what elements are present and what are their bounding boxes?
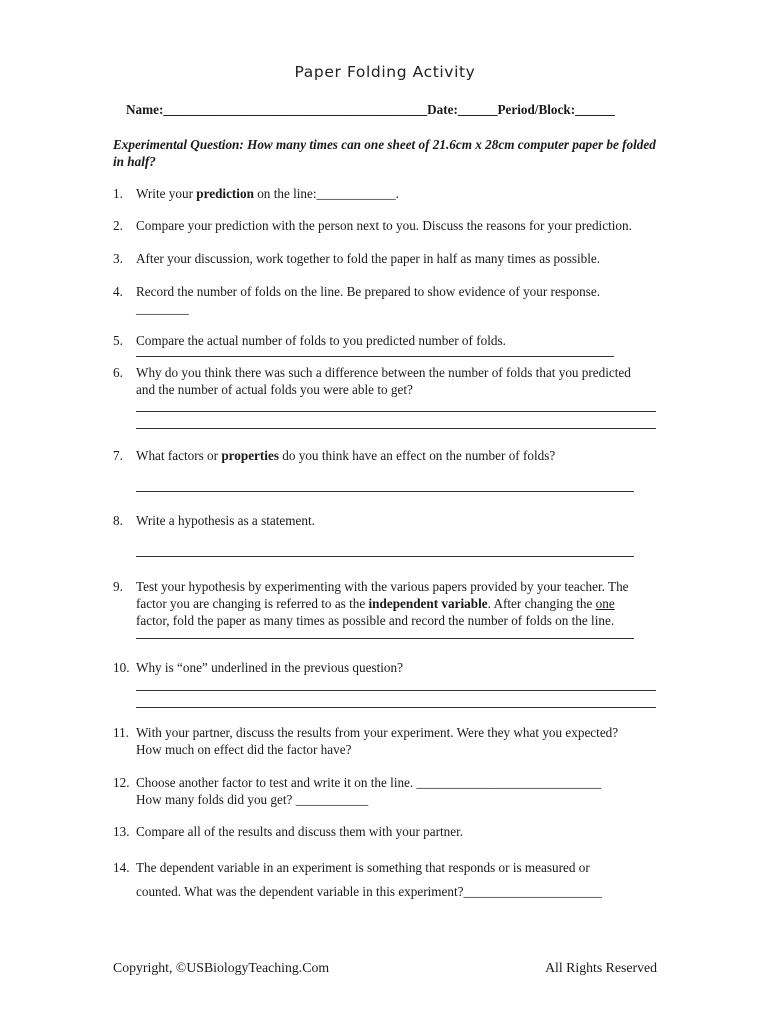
answer-blank[interactable]: ________ (136, 300, 189, 316)
answer-line[interactable] (136, 428, 656, 429)
item-underlined-text: one (595, 595, 615, 611)
item-text: Compare all of the results and discuss them with your partner. (136, 824, 464, 839)
list-item-9 (113, 579, 673, 629)
list-item-1 (113, 186, 673, 203)
item-number: 4. (113, 284, 123, 299)
student-info-line (126, 102, 615, 118)
answer-line[interactable] (136, 690, 656, 691)
item-number: 14. (113, 860, 130, 875)
date-label: Date: (427, 102, 458, 117)
answer-line[interactable] (136, 491, 634, 492)
item-text: factor, fold the paper as many times as possible and record the number of folds on the line. (136, 612, 615, 628)
item-number: 6. (113, 365, 123, 380)
item-number: 2. (113, 218, 123, 233)
item-text: and the number of actual folds you were able to get? (136, 381, 413, 397)
item-number: 12. (113, 775, 130, 790)
answer-line[interactable] (136, 638, 634, 639)
name-label: Name: (126, 102, 164, 117)
item-text: do you think have an effect on the number of folds? (278, 448, 556, 463)
date-blank: ______ (457, 102, 498, 117)
answer-line[interactable] (136, 707, 656, 708)
item-text: Compare the actual number of folds to you predicted number of folds. (136, 333, 506, 348)
period-label: Period/Block: (497, 102, 576, 117)
period-blank: ______ (575, 102, 615, 117)
item-text: Test your hypothesis by experimenting with the various papers provided by your teacher. The (136, 579, 629, 594)
item-number: 10. (113, 660, 130, 675)
page-title: Paper Folding Activity (294, 63, 476, 81)
list-item-2 (113, 218, 673, 235)
footer-copyright: Copyright, ©USBiologyTeaching.Com (113, 960, 330, 975)
item-text: Record the number of folds on the line. Be prepared to show evidence of your response. (136, 284, 600, 299)
item-number: 11. (113, 725, 129, 740)
item-number: 1. (113, 186, 123, 201)
answer-line[interactable] (136, 411, 656, 412)
list-item-8 (113, 513, 673, 530)
item-text: Choose another factor to test and write it on the line. ____________________________ (136, 775, 602, 790)
item-bold-text: independent variable (368, 595, 488, 611)
list-item-5 (113, 333, 673, 350)
item-text: Write your (136, 186, 197, 201)
item-text: . After changing the (487, 595, 596, 611)
item-text: How much on effect did the factor have? (136, 741, 352, 757)
list-item-11 (113, 725, 673, 759)
item-bold-text: properties (221, 448, 279, 463)
item-text: How many folds did you get? ___________ (136, 791, 369, 807)
name-blank: ________________________________________ (163, 102, 428, 117)
list-item-13 (113, 824, 673, 841)
item-text: Why is “one” underlined in the previous question? (136, 660, 403, 675)
list-item-6 (113, 365, 673, 399)
list-item-7 (113, 448, 673, 465)
item-text: After your discussion, work together to fold the paper in half as many times as possible. (136, 251, 601, 266)
item-text: What factors or (136, 448, 222, 463)
item-number: 5. (113, 333, 123, 348)
item-text: Why do you think there was such a difference between the number of folds that you predicted (136, 365, 631, 380)
list-item-3 (113, 251, 673, 268)
item-text: on the line:____________. (253, 186, 399, 201)
item-text: factor you are changing is referred to as the (136, 595, 369, 611)
list-item-4 (113, 284, 673, 318)
item-number: 8. (113, 513, 123, 528)
item-text: Write a hypothesis as a statement. (136, 513, 315, 528)
item-text: The dependent variable in an experiment is something that responds or is measured or (136, 860, 590, 875)
answer-line[interactable] (136, 356, 614, 357)
item-number: 3. (113, 251, 123, 266)
experimental-question: Experimental Question: How many times can one sheet of 21.6cm x 28cm computer paper be folded in half? (113, 137, 656, 169)
list-item-14 (113, 856, 673, 904)
item-number: 9. (113, 579, 123, 594)
item-text: Compare your prediction with the person next to you. Discuss the reasons for your prediction. (136, 218, 632, 233)
item-text: With your partner, discuss the results from your experiment. Were they what you expected? (136, 725, 619, 740)
list-item-12 (113, 775, 673, 809)
list-item-10 (113, 660, 673, 677)
item-bold-text: prediction (196, 186, 254, 201)
footer-rights: All Rights Reserved (545, 960, 657, 975)
item-number: 13. (113, 824, 130, 839)
item-number: 7. (113, 448, 123, 463)
item-text: counted. What was the dependent variable in this experiment?_____________________ (136, 884, 602, 899)
answer-line[interactable] (136, 556, 634, 557)
